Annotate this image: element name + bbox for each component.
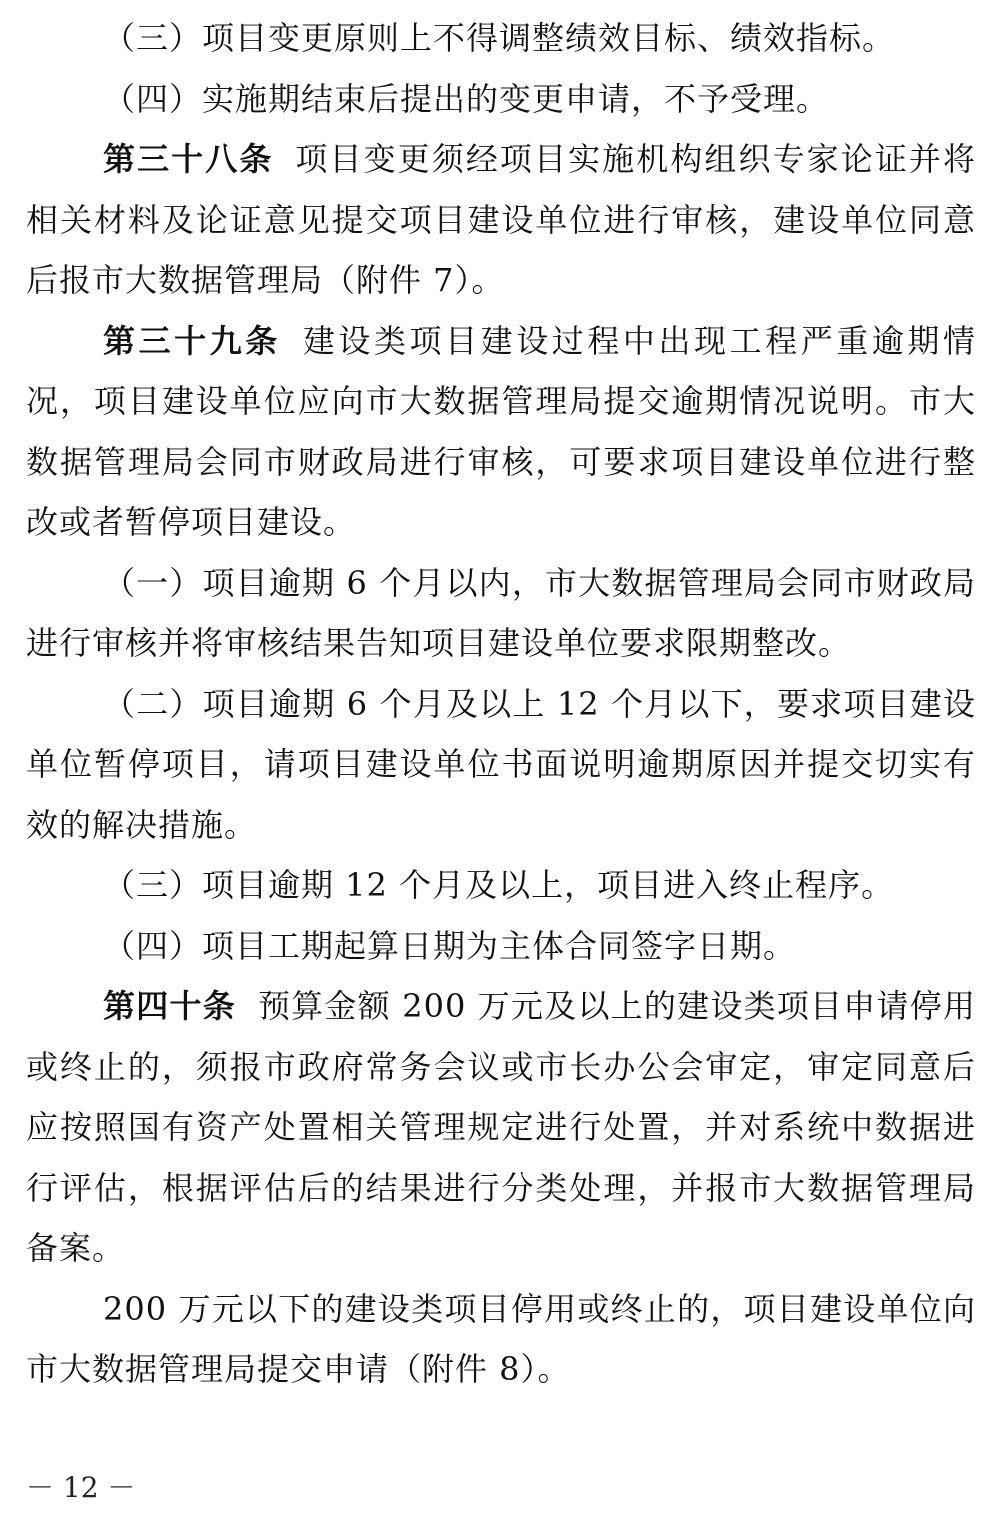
paragraph-text: （一）项目逾期 6 个月以内，市大数据管理局会同市财政局进行审核并将审核结果告知项目建设单位要求限期整改。 (26, 563, 976, 662)
paragraph-text: 建设类项目建设过程中出现工程严重逾期情况，项目建设单位应向市大数据管理局提交逾期情况说明。市大数据管理局会同市财政局进行审核，可要求项目建设单位进行整改或者暂停项目建设。 (26, 321, 976, 541)
paragraph (26, 553, 976, 674)
page-number: － 12 － (26, 1471, 136, 1504)
paragraph (26, 855, 976, 916)
paragraph-text: 项目变更须经项目实施机构组织专家论证并将相关材料及论证意见提交项目建设单位进行审核，建设单位同意后报市大数据管理局（附件 7）。 (26, 140, 976, 299)
article-heading: 第四十条 (103, 987, 236, 1025)
paragraph-text: （四）实施期结束后提出的变更申请，不予受理。 (103, 79, 830, 118)
paragraph-text: （三）项目变更原则上不得调整绩效目标、绩效指标。 (103, 19, 896, 57)
paragraph (26, 69, 976, 130)
paragraph (26, 674, 976, 856)
document-body (26, 8, 976, 1400)
paragraph-text: （二）项目逾期 6 个月及以上 12 个月以下，要求项目建设单位暂停项目，请项目建设单位书面说明逾期原因并提交切实有效的解决措施。 (26, 684, 976, 844)
paragraph (26, 976, 976, 1279)
paragraph-text: 200 万元以下的建设类项目停用或终止的，项目建设单位向市大数据管理局提交申请（附件 8）。 (26, 1289, 976, 1388)
article-heading: 第三十八条 (103, 140, 274, 178)
paragraph-text: 预算金额 200 万元及以上的建设类项目申请停用或终止的，须报市政府常务会议或市长办公会审定，审定同意后应按照国有资产处置相关管理规定进行处置，并对系统中数据进行评估，根据评估后的结果进行分类处理，并报市大数据管理局备案。 (26, 987, 976, 1267)
paragraph (26, 916, 976, 977)
article-heading: 第三十九条 (103, 321, 281, 360)
paragraph-text: （四）项目工期起算日期为主体合同签字日期。 (103, 926, 797, 965)
paragraph (26, 311, 976, 553)
paragraph (26, 129, 976, 311)
paragraph-text: （三）项目逾期 12 个月及以上，项目进入终止程序。 (103, 866, 895, 904)
paragraph (26, 1279, 976, 1400)
paragraph (26, 8, 976, 69)
